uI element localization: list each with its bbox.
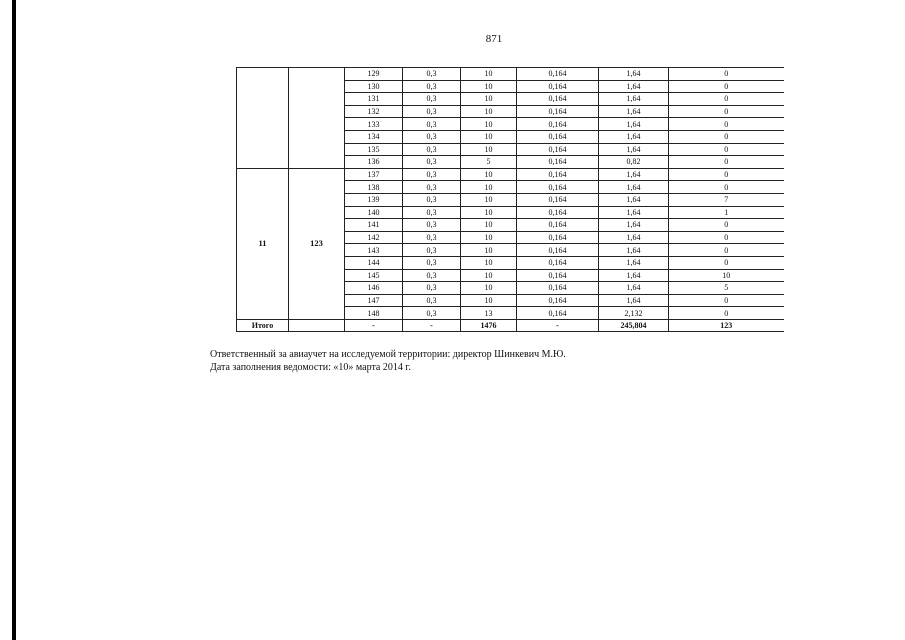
table-cell: 144 bbox=[345, 256, 403, 269]
table-cell: 1 bbox=[669, 206, 784, 219]
table-cell: 10 bbox=[461, 206, 517, 219]
table-cell: 0,3 bbox=[403, 68, 461, 81]
table-cell: 0,3 bbox=[403, 181, 461, 194]
table-cell: 129 bbox=[345, 68, 403, 81]
table-cell: 0,3 bbox=[403, 143, 461, 156]
table-cell: 0 bbox=[669, 80, 784, 93]
table-cell: 0,164 bbox=[517, 294, 599, 307]
table-cell: 1,64 bbox=[599, 206, 669, 219]
table-cell: 0 bbox=[669, 244, 784, 257]
total-cell: 123 bbox=[669, 319, 784, 332]
table-cell: 146 bbox=[345, 282, 403, 295]
table-cell: 0 bbox=[669, 256, 784, 269]
group-cell-2: 123 bbox=[289, 168, 345, 319]
group-cell-1 bbox=[237, 68, 289, 169]
table-cell: 10 bbox=[461, 282, 517, 295]
table-cell: 0 bbox=[669, 105, 784, 118]
table-cell: 1,64 bbox=[599, 143, 669, 156]
total-row bbox=[237, 319, 784, 332]
table-cell: 10 bbox=[461, 143, 517, 156]
table-cell: 1,64 bbox=[599, 231, 669, 244]
responsible-person-line: Ответственный за авиаучет на исследуемой территории: директор Шинкевич М.Ю. bbox=[210, 349, 566, 360]
table-cell: 0 bbox=[669, 307, 784, 320]
table-cell: 136 bbox=[345, 156, 403, 169]
table-cell: 134 bbox=[345, 130, 403, 143]
table-cell: 138 bbox=[345, 181, 403, 194]
total-cell: 245,804 bbox=[599, 319, 669, 332]
table-cell: 137 bbox=[345, 168, 403, 181]
total-cell: - bbox=[517, 319, 599, 332]
total-label: Итого bbox=[237, 319, 289, 332]
table-cell: 0,3 bbox=[403, 269, 461, 282]
table-cell: 1,64 bbox=[599, 244, 669, 257]
table-cell: 0,3 bbox=[403, 168, 461, 181]
table-cell: 10 bbox=[461, 105, 517, 118]
table-cell: 0,3 bbox=[403, 118, 461, 131]
table-cell: 0,3 bbox=[403, 282, 461, 295]
table-cell: 0,164 bbox=[517, 307, 599, 320]
table-cell: 5 bbox=[669, 282, 784, 295]
table-cell: 131 bbox=[345, 93, 403, 106]
table-cell: 0,3 bbox=[403, 206, 461, 219]
table-cell: 0 bbox=[669, 68, 784, 81]
table-cell: 0,3 bbox=[403, 80, 461, 93]
table-cell: 0,164 bbox=[517, 105, 599, 118]
group-cell-2 bbox=[289, 68, 345, 169]
table-cell: 0,164 bbox=[517, 282, 599, 295]
table-cell: 0,3 bbox=[403, 256, 461, 269]
table-cell: 0,164 bbox=[517, 269, 599, 282]
table-cell: 0,164 bbox=[517, 168, 599, 181]
table-cell: 142 bbox=[345, 231, 403, 244]
table-cell: 2,132 bbox=[599, 307, 669, 320]
table-cell: 0,3 bbox=[403, 294, 461, 307]
table-cell: 1,64 bbox=[599, 118, 669, 131]
table-cell: 10 bbox=[461, 193, 517, 206]
table-cell: 0,164 bbox=[517, 93, 599, 106]
footer-notes bbox=[210, 349, 566, 374]
table-cell: 0,164 bbox=[517, 219, 599, 232]
table-cell: 145 bbox=[345, 269, 403, 282]
table-cell: 0,164 bbox=[517, 206, 599, 219]
table-cell: 10 bbox=[669, 269, 784, 282]
table-row bbox=[237, 168, 784, 181]
table-cell: 0 bbox=[669, 294, 784, 307]
table-cell: 1,64 bbox=[599, 168, 669, 181]
table-cell: 13 bbox=[461, 307, 517, 320]
table-cell: 10 bbox=[461, 269, 517, 282]
table-cell: 7 bbox=[669, 193, 784, 206]
table-cell: 1,64 bbox=[599, 219, 669, 232]
table-cell: 0,3 bbox=[403, 156, 461, 169]
table-cell: 0,164 bbox=[517, 193, 599, 206]
table-cell: 1,64 bbox=[599, 282, 669, 295]
table-cell: 147 bbox=[345, 294, 403, 307]
table-cell: 1,64 bbox=[599, 181, 669, 194]
table-cell: 0,164 bbox=[517, 244, 599, 257]
table-cell: 1,64 bbox=[599, 105, 669, 118]
table-cell: 0,3 bbox=[403, 231, 461, 244]
table-cell: 1,64 bbox=[599, 130, 669, 143]
table-cell: 10 bbox=[461, 118, 517, 131]
table-cell: 1,64 bbox=[599, 256, 669, 269]
table-cell: 10 bbox=[461, 294, 517, 307]
table-cell: 130 bbox=[345, 80, 403, 93]
table-cell: 0 bbox=[669, 168, 784, 181]
total-cell: 1476 bbox=[461, 319, 517, 332]
table-cell: 0 bbox=[669, 118, 784, 131]
total-cell: - bbox=[403, 319, 461, 332]
table-cell: 5 bbox=[461, 156, 517, 169]
table-cell: 1,64 bbox=[599, 80, 669, 93]
table-cell: 0 bbox=[669, 181, 784, 194]
table-cell: 10 bbox=[461, 256, 517, 269]
table-cell: 0,3 bbox=[403, 244, 461, 257]
table-cell: 143 bbox=[345, 244, 403, 257]
table-cell: 0,164 bbox=[517, 68, 599, 81]
table-cell: 10 bbox=[461, 80, 517, 93]
table-cell: 10 bbox=[461, 219, 517, 232]
table-cell: 1,64 bbox=[599, 68, 669, 81]
table-cell: 0 bbox=[669, 231, 784, 244]
group-cell-1: 11 bbox=[237, 168, 289, 319]
table-cell: 0 bbox=[669, 93, 784, 106]
fill-date-line: Дата заполнения ведомости: «10» марта 2014 г. bbox=[210, 361, 411, 373]
table-cell: 0,3 bbox=[403, 219, 461, 232]
table-cell: 0,3 bbox=[403, 193, 461, 206]
survey-table bbox=[236, 67, 784, 332]
total-cell: - bbox=[345, 319, 403, 332]
total-cell bbox=[289, 319, 345, 332]
table-cell: 0,164 bbox=[517, 118, 599, 131]
table-cell: 10 bbox=[461, 231, 517, 244]
table-cell: 0 bbox=[669, 156, 784, 169]
page-number: 871 bbox=[485, 33, 503, 45]
table-cell: 0,164 bbox=[517, 143, 599, 156]
table-cell: 0 bbox=[669, 130, 784, 143]
table-cell: 141 bbox=[345, 219, 403, 232]
table-cell: 140 bbox=[345, 206, 403, 219]
table-cell: 10 bbox=[461, 168, 517, 181]
table-cell: 1,64 bbox=[599, 269, 669, 282]
table-cell: 10 bbox=[461, 244, 517, 257]
table-cell: 1,64 bbox=[599, 193, 669, 206]
table-cell: 0,164 bbox=[517, 181, 599, 194]
table-cell: 148 bbox=[345, 307, 403, 320]
table-cell: 1,64 bbox=[599, 294, 669, 307]
table-cell: 10 bbox=[461, 93, 517, 106]
table-cell: 0,3 bbox=[403, 307, 461, 320]
table-cell: 139 bbox=[345, 193, 403, 206]
table-cell: 0,3 bbox=[403, 93, 461, 106]
table-cell: 0,3 bbox=[403, 105, 461, 118]
table-cell: 0,3 bbox=[403, 130, 461, 143]
table-cell: 10 bbox=[461, 181, 517, 194]
table-cell: 0,164 bbox=[517, 256, 599, 269]
table-cell: 0 bbox=[669, 143, 784, 156]
table-row bbox=[237, 68, 784, 81]
table-cell: 0,164 bbox=[517, 156, 599, 169]
table-cell: 0,164 bbox=[517, 130, 599, 143]
table-cell: 10 bbox=[461, 68, 517, 81]
table-cell: 0,164 bbox=[517, 231, 599, 244]
table-cell: 0,82 bbox=[599, 156, 669, 169]
table-cell: 1,64 bbox=[599, 93, 669, 106]
table-cell: 133 bbox=[345, 118, 403, 131]
table-cell: 10 bbox=[461, 130, 517, 143]
scan-edge-bar bbox=[12, 0, 16, 640]
table-cell: 135 bbox=[345, 143, 403, 156]
table-cell: 132 bbox=[345, 105, 403, 118]
table-cell: 0,164 bbox=[517, 80, 599, 93]
table-cell: 0 bbox=[669, 219, 784, 232]
